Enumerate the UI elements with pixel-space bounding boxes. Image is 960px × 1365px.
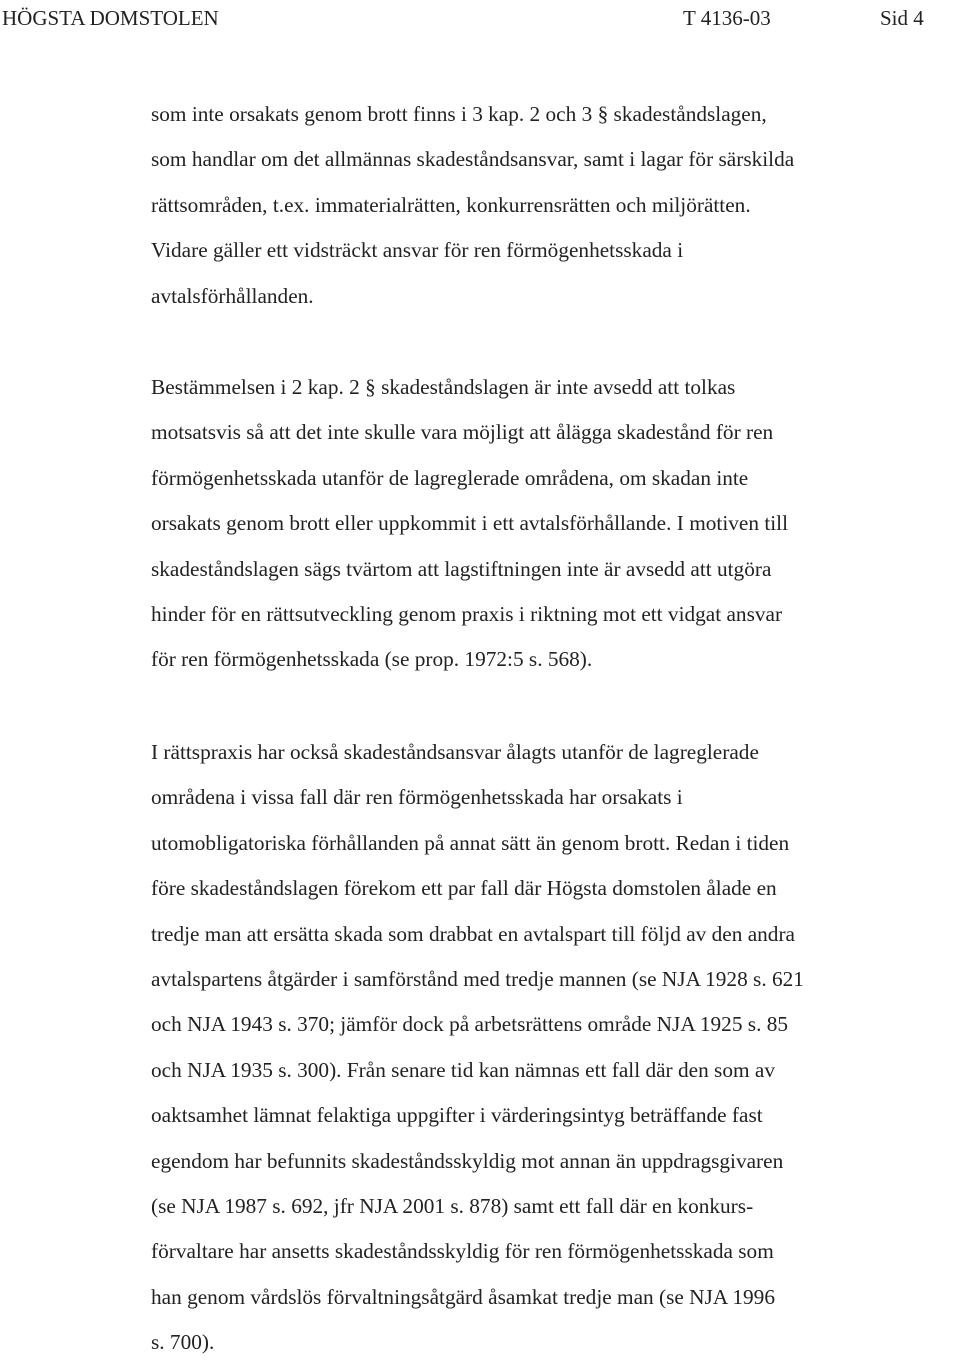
text-line: rättsområden, t.ex. immaterialrätten, konkurrensrätten och miljörätten. <box>151 192 751 217</box>
text-line: avtalspartens åtgärder i samförstånd med tredje mannen (se NJA 1928 s. 621 <box>151 966 804 991</box>
text-line: för ren förmögenhetsskada (se prop. 1972:5 s. 568). <box>151 647 593 672</box>
text-line: han genom vårdslös förvaltningsåtgärd åsamkat tredje man (se NJA 1996 <box>151 1284 775 1309</box>
text-line: oaktsamhet lämnat felaktiga uppgifter i värderingsintyg beträffande fast <box>151 1103 763 1128</box>
case-number: T 4136-03 <box>683 6 771 30</box>
text-line: områdena i vissa fall där ren förmögenhetsskada har orsakats i <box>151 785 683 810</box>
text-line: utomobligatoriska förhållanden på annat sätt än genom brott. Redan i tiden <box>151 830 790 855</box>
paragraph-3 <box>151 730 804 1365</box>
text-line: Bestämmelsen i 2 kap. 2 § skadeståndslagen är inte avsedd att tolkas <box>151 375 736 399</box>
text-line: och NJA 1943 s. 370; jämför dock på arbetsrättens område NJA 1925 s. 85 <box>151 1012 789 1037</box>
text-line: motsatsvis så att det inte skulle vara möjligt att ålägga skadestånd för ren <box>151 420 774 445</box>
text-line: förvaltare har ansetts skadeståndsskyldig för ren förmögenhetsskada som <box>151 1239 774 1264</box>
text-line: Vidare gäller ett vidsträckt ansvar för ren förmögenhetsskada i <box>151 238 684 263</box>
page-header <box>0 4 960 34</box>
text-line: egendom har befunnits skadeståndsskyldig mot annan än uppdragsgivaren <box>151 1148 784 1173</box>
text-line: som handlar om det allmännas skadeståndsansvar, samt i lagar för särskilda <box>151 147 795 172</box>
text-line: skadeståndslagen sägs tvärtom att lagstiftningen inte är avsedd att utgöra <box>151 556 772 581</box>
text-line: (se NJA 1987 s. 692, jfr NJA 2001 s. 878) samt ett fall där en konkurs- <box>151 1193 754 1218</box>
text-line: tredje man att ersätta skada som drabbat en avtalspart till följd av den andra <box>151 921 795 946</box>
text-line: hinder för en rättsutveckling genom praxis i riktning mot ett vidgat ansvar <box>151 601 783 626</box>
text-line: I rättspraxis har också skadeståndsansvar ålagts utanför de lagreglerade <box>151 740 759 764</box>
page-number: Sid 4 <box>880 6 924 30</box>
text-line: förmögenhetsskada utanför de lagreglerade områdena, om skadan inte <box>151 465 749 490</box>
text-line: orsakats genom brott eller uppkommit i ett avtalsförhållande. I motiven till <box>151 511 788 536</box>
text-line: s. 700). <box>151 1330 215 1355</box>
text-line: som inte orsakats genom brott finns i 3 kap. 2 och 3 § skadeståndslagen, <box>151 102 767 126</box>
court-name: HÖGSTA DOMSTOLEN <box>2 6 219 30</box>
text-line: och NJA 1935 s. 300). Från senare tid kan nämnas ett fall där den som av <box>151 1057 775 1082</box>
paragraph-1 <box>151 92 794 319</box>
text-line: avtalsförhållanden. <box>151 283 314 308</box>
paragraph-2 <box>151 365 788 683</box>
text-line: före skadeståndslagen förekom ett par fall där Högsta domstolen ålade en <box>151 876 777 901</box>
